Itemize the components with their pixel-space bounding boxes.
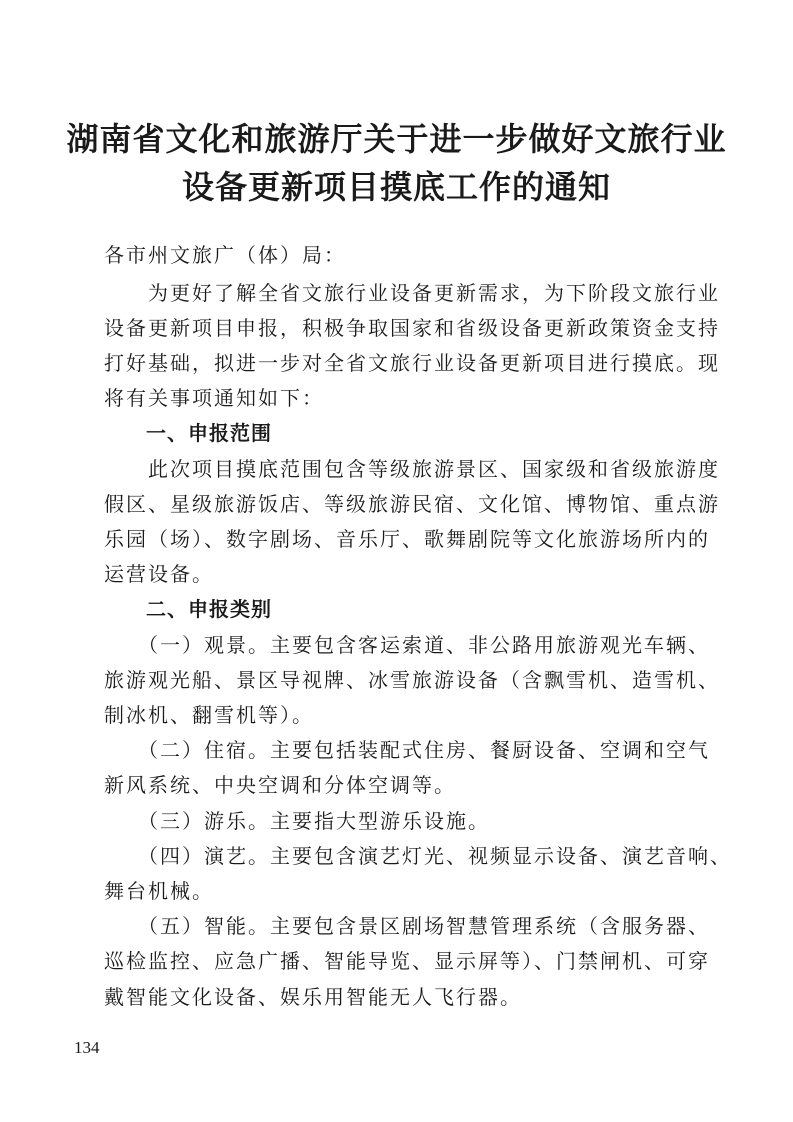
title-line-2: 设备更新项目摸底工作的通知 <box>181 168 611 206</box>
body-line: 设备更新项目申报，积极争取国家和省级设备更新政策资金支持 <box>104 316 720 340</box>
section-heading: 一、申报范围 <box>104 421 272 445</box>
body-line: 乐园（场）、数字剧场、音乐厅、歌舞剧院等文化旅游场所内的 <box>104 527 710 551</box>
body-line: 戴智能文化设备、娱乐用智能无人飞行器。 <box>104 985 522 1009</box>
body-line: （四）演艺。主要包含演艺灯光、视频显示设备、演艺音响、 <box>104 844 732 868</box>
body-line: （一）观景。主要包含客运索道、非公路用旅游观光车辆、 <box>104 633 710 657</box>
body-line: 打好基础，拟进一步对全省文旅行业设备更新项目进行摸底。现 <box>104 351 720 375</box>
body-line: （五）智能。主要包含景区剧场智慧管理系统（含服务器、 <box>104 914 710 938</box>
body-line: 旅游观光船、景区导视牌、冰雪旅游设备（含飘雪机、造雪机、 <box>104 668 720 692</box>
title-line-1: 湖南省文化和旅游厅关于进一步做好文旅行业 <box>66 120 727 158</box>
body-line: 将有关事项通知如下： <box>104 386 324 410</box>
body-line: 此次项目摸底范围包含等级旅游景区、国家级和省级旅游度 <box>104 457 720 481</box>
body-line: （二）住宿。主要包括装配式住房、餐厨设备、空调和空气 <box>104 738 710 762</box>
body-line: 制冰机、翻雪机等）。 <box>104 703 314 727</box>
body-line: 舞台机械。 <box>104 879 214 903</box>
page-number: 134 <box>74 1038 100 1057</box>
body-line: 新风系统、中央空调和分体空调等。 <box>104 773 456 797</box>
body-line: 巡检监控、应急广播、智能导览、显示屏等）、门禁闸机、可穿 <box>104 949 710 973</box>
body-line: 为更好了解全省文旅行业设备更新需求，为下阶段文旅行业 <box>104 281 720 305</box>
salutation: 各市州文旅广（体）局： <box>104 243 346 267</box>
body-line: （三）游乐。主要指大型游乐设施。 <box>104 809 490 833</box>
body-line: 运营设备。 <box>104 562 214 586</box>
body-line: 假区、星级旅游饭店、等级旅游民宿、文化馆、博物馆、重点游 <box>104 492 720 516</box>
section-heading: 二、申报类别 <box>104 597 272 621</box>
